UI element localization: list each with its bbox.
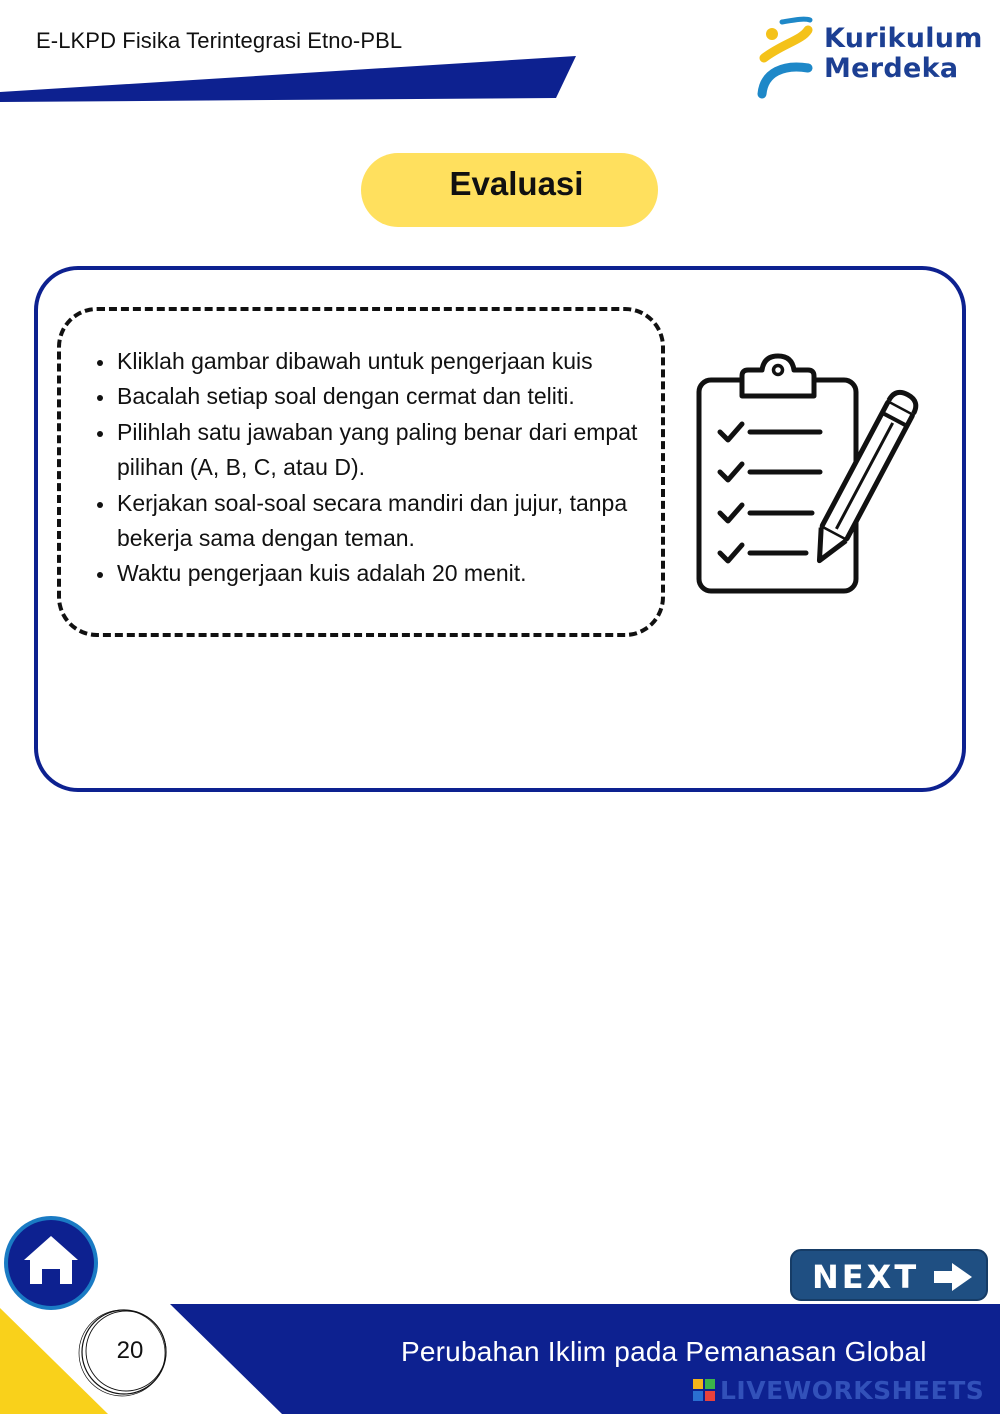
home-button[interactable]	[2, 1214, 100, 1312]
liveworksheets-watermark	[692, 1376, 992, 1405]
header-stripe	[0, 0, 600, 110]
logo-wordmark	[824, 24, 983, 84]
logo-mark-icon	[754, 14, 824, 104]
next-button[interactable]	[790, 1249, 988, 1301]
footer-subject-text: Perubahan Iklim pada Pemanasan Global	[401, 1336, 927, 1367]
instruction-item: Pilihlah satu jawaban yang paling benar dari empat pilihan (A, B, C, atau D).	[117, 415, 677, 486]
watermark-text: LIVEWORKSHEETS	[720, 1376, 985, 1405]
instruction-item: Kliklah gambar dibawah untuk pengerjaan kuis	[117, 344, 677, 379]
next-button-label: NEXT	[812, 1258, 920, 1296]
instruction-item: Bacalah setiap soal dengan cermat dan teliti.	[117, 379, 677, 414]
section-title-pill	[361, 153, 658, 227]
instruction-item: Kerjakan soal-soal secara mandiri dan jujur, tanpa bekerja sama dengan teman.	[117, 486, 677, 557]
kurikulum-merdeka-logo	[750, 14, 990, 104]
liveworksheets-logo-icon	[692, 1378, 718, 1402]
instructions-list	[92, 344, 677, 592]
clipboard-checklist-icon[interactable]	[690, 350, 920, 600]
document-title: E-LKPD Fisika Terintegrasi Etno-PBL	[36, 28, 403, 53]
logo-line-1: Kurikulum	[824, 23, 983, 54]
instruction-item: Waktu pengerjaan kuis adalah 20 menit.	[117, 556, 677, 591]
logo-line-2: Merdeka	[824, 53, 959, 84]
section-title: Evaluasi	[449, 165, 584, 202]
arrow-right-icon	[932, 1261, 974, 1293]
page-number: 20	[116, 1337, 144, 1364]
